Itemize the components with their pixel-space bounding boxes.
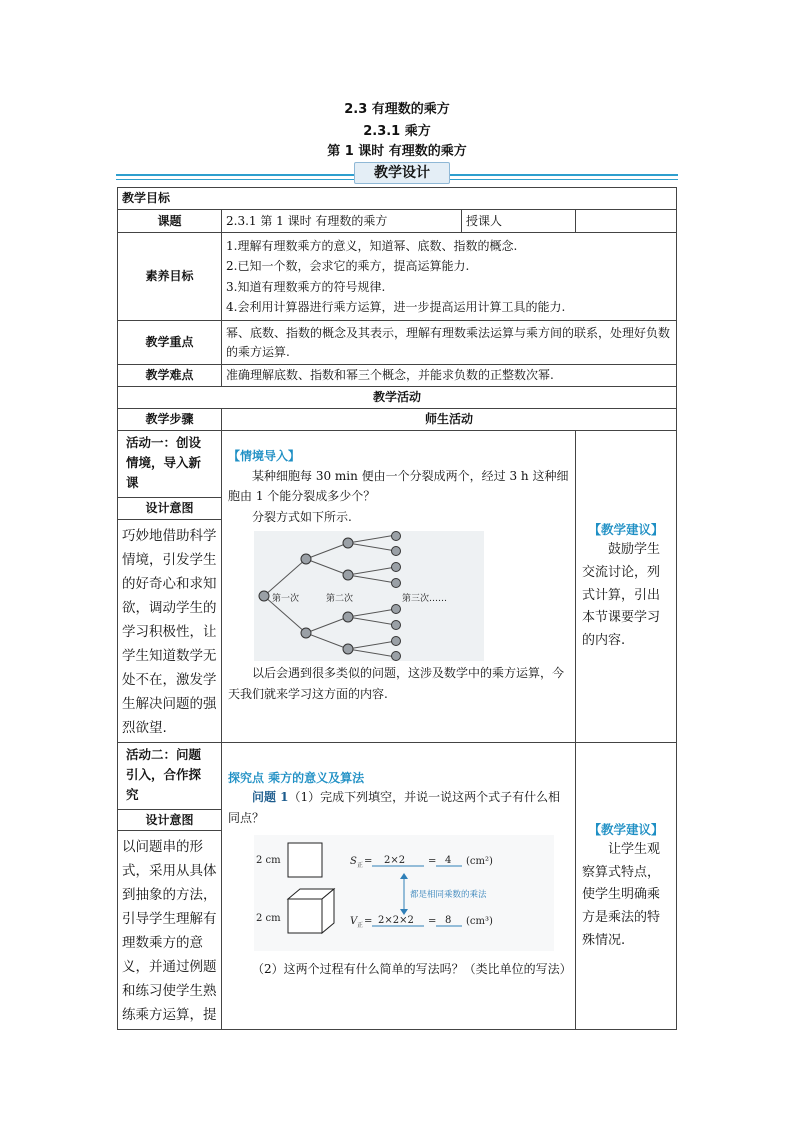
volume-result: 8: [445, 914, 452, 926]
cell-node: [343, 570, 353, 580]
activity1-suggestion-text: 鼓励学生交流讨论，列式计算，引出本节课要学习的内容.: [582, 542, 661, 649]
square-cube-figure: [254, 835, 554, 951]
goals-row: [118, 188, 677, 210]
cell-node: [343, 538, 353, 548]
cell-node: [343, 644, 353, 654]
literacy-item: 2.已知一个数，会求它的乘方，提高运算能力.: [226, 259, 470, 274]
topic-label: 课题: [118, 210, 222, 233]
cell-node: [301, 628, 311, 638]
topic-row: [118, 210, 677, 233]
volume-symbol: V: [350, 915, 358, 927]
cell-node: [301, 554, 311, 564]
literacy-item: 4.会利用计算器进行乘方运算，进一步提高运用计算工具的能力.: [226, 299, 566, 314]
square-shape: [288, 843, 322, 877]
cell-division-figure: [254, 531, 484, 661]
lesson-plan-table: [117, 187, 677, 1030]
volume-unit: (cm³): [466, 915, 493, 927]
cell-division-tree: [254, 531, 484, 661]
subsection-title: 2.3.1 乘方: [363, 124, 431, 139]
activity1-suggestion-title: 【教学建议】: [588, 521, 664, 537]
activity1-design-label: 设计意图: [118, 497, 221, 520]
key-point-label: 教学重点: [118, 321, 222, 365]
activity2-suggestion-text: 让学生观察算式特点，使学生明确乘方是乘法的特殊情况.: [582, 841, 661, 948]
area-symbol: S: [350, 855, 357, 867]
banner-label: 教学设计: [354, 162, 450, 184]
teacher-value: [576, 210, 677, 233]
difficulty-label: 教学难点: [118, 365, 222, 387]
activity1-suggestion: [576, 431, 677, 743]
cell-node: [392, 637, 401, 646]
cell-node: [392, 579, 401, 588]
square-side-label: 2 cm: [256, 854, 281, 866]
area-expression: 2×2: [384, 854, 406, 866]
question1-label: 问题 1: [252, 790, 289, 805]
literacy-label: 素养目标: [118, 233, 222, 321]
activity2-question2: （2）这两个过程有什么简单的写法吗？（类比单位的写法）: [252, 961, 572, 976]
difficulty-row: [118, 365, 677, 387]
literacy-item: 3.知道有理数乘方的符号规律.: [226, 279, 386, 294]
cube-shape: [288, 889, 334, 933]
activity2-suggestion-title: 【教学建议】: [588, 821, 664, 837]
activity2-question1: [228, 787, 569, 828]
compare-note: 都是相同乘数的乘法: [410, 889, 487, 900]
topic-value: 2.3.1 第 1 课时 有理数的乘方: [222, 210, 462, 233]
design-banner: [116, 162, 678, 184]
activity2-content: [222, 742, 576, 1030]
svg-text:=: =: [364, 855, 373, 867]
section-title: 2.3 有理数的乘方: [344, 102, 450, 117]
literacy-item: 1.理解有理数乘方的意义，知道幂、底数、指数的概念.: [226, 238, 518, 253]
area-subscript: 正: [357, 861, 364, 869]
difficulty-text: 准确理解底数、指数和幂三个概念，并能求负数的正整数次幂.: [222, 365, 677, 387]
activity1-step: [118, 431, 222, 743]
teacher-label: 授课人: [462, 210, 576, 233]
activity2-step: [118, 742, 222, 1030]
tree-label-third: 第三次……: [402, 594, 448, 605]
cell-node: [392, 547, 401, 556]
activity2-section-head: 探究点 乘方的意义及算法: [228, 770, 365, 785]
cell-node: [392, 563, 401, 572]
goals-label: 教学目标: [118, 188, 677, 210]
svg-text:=: =: [364, 915, 373, 927]
svg-text:=: =: [428, 915, 437, 927]
cell-node: [392, 605, 401, 614]
activity1-design-text: 巧妙地借助科学情境，引发学生的好奇心和求知欲，调动学生的学习积极性，让学生知道数学无处不在，激发学生解决问题的强烈欲望.: [122, 527, 217, 736]
volume-expression: 2×2×2: [378, 914, 414, 926]
question1-text: （1）完成下列填空，并说一说这两个式子有什么相同点？: [228, 790, 561, 825]
svg-text:=: =: [428, 855, 437, 867]
area-result: 4: [445, 854, 452, 866]
cube-side-label: 2 cm: [256, 912, 281, 924]
steps-header-row: [118, 409, 677, 431]
activity1-para1: 某种细胞每 30 min 便由一个分裂成两个，经过 3 h 这种细胞由 1 个能分裂成多少个？: [228, 468, 569, 504]
activity1-section-head: 【情境导入】: [228, 449, 301, 463]
volume-subscript: 正: [357, 921, 364, 929]
cell-node: [392, 621, 401, 630]
cell-node: [392, 652, 401, 661]
activity2-row: [118, 742, 677, 1030]
cell-node: [392, 532, 401, 541]
literacy-goals: [222, 233, 677, 321]
activity1-row: [118, 431, 677, 743]
literacy-row: [118, 233, 677, 321]
activities-label: 教学活动: [118, 387, 677, 409]
activity2-suggestion: [576, 742, 677, 1030]
activity1-para2: 分裂方式如下所示.: [252, 509, 352, 524]
square-cube-diagram: [254, 835, 554, 951]
activities-row: [118, 387, 677, 409]
activity1-content: [222, 431, 576, 743]
tree-label-first: 第一次: [272, 594, 300, 605]
lesson-title: 第 1 课时 有理数的乘方: [327, 144, 467, 159]
cell-node: [259, 591, 269, 601]
key-point-text: 幂、底数、指数的概念及其表示，理解有理数乘法运算与乘方间的联系，处理好负数的乘方运算.: [222, 321, 677, 365]
area-unit: (cm²): [466, 855, 493, 867]
key-point-row: [118, 321, 677, 365]
cell-node: [343, 612, 353, 622]
activity2-design-label: 设计意图: [118, 809, 221, 832]
activity2-title: 活动二：问题引入，合作探究: [126, 746, 202, 802]
tree-label-second: 第二次: [326, 594, 354, 605]
teacher-student-label: 师生活动: [222, 409, 677, 431]
activity1-para3: 以后会遇到很多类似的问题，这涉及数学中的乘方运算，今天我们就来学习这方面的内容.: [228, 666, 565, 702]
steps-label: 教学步骤: [118, 409, 222, 431]
activity1-title: 活动一：创设情境，导入新课: [126, 435, 202, 490]
activity2-design-text: 以问题串的形式，采用从具体到抽象的方法，引导学生理解有理数乘方的意义，并通过例题和练习使学生熟练乘方运算，提: [122, 839, 217, 1024]
